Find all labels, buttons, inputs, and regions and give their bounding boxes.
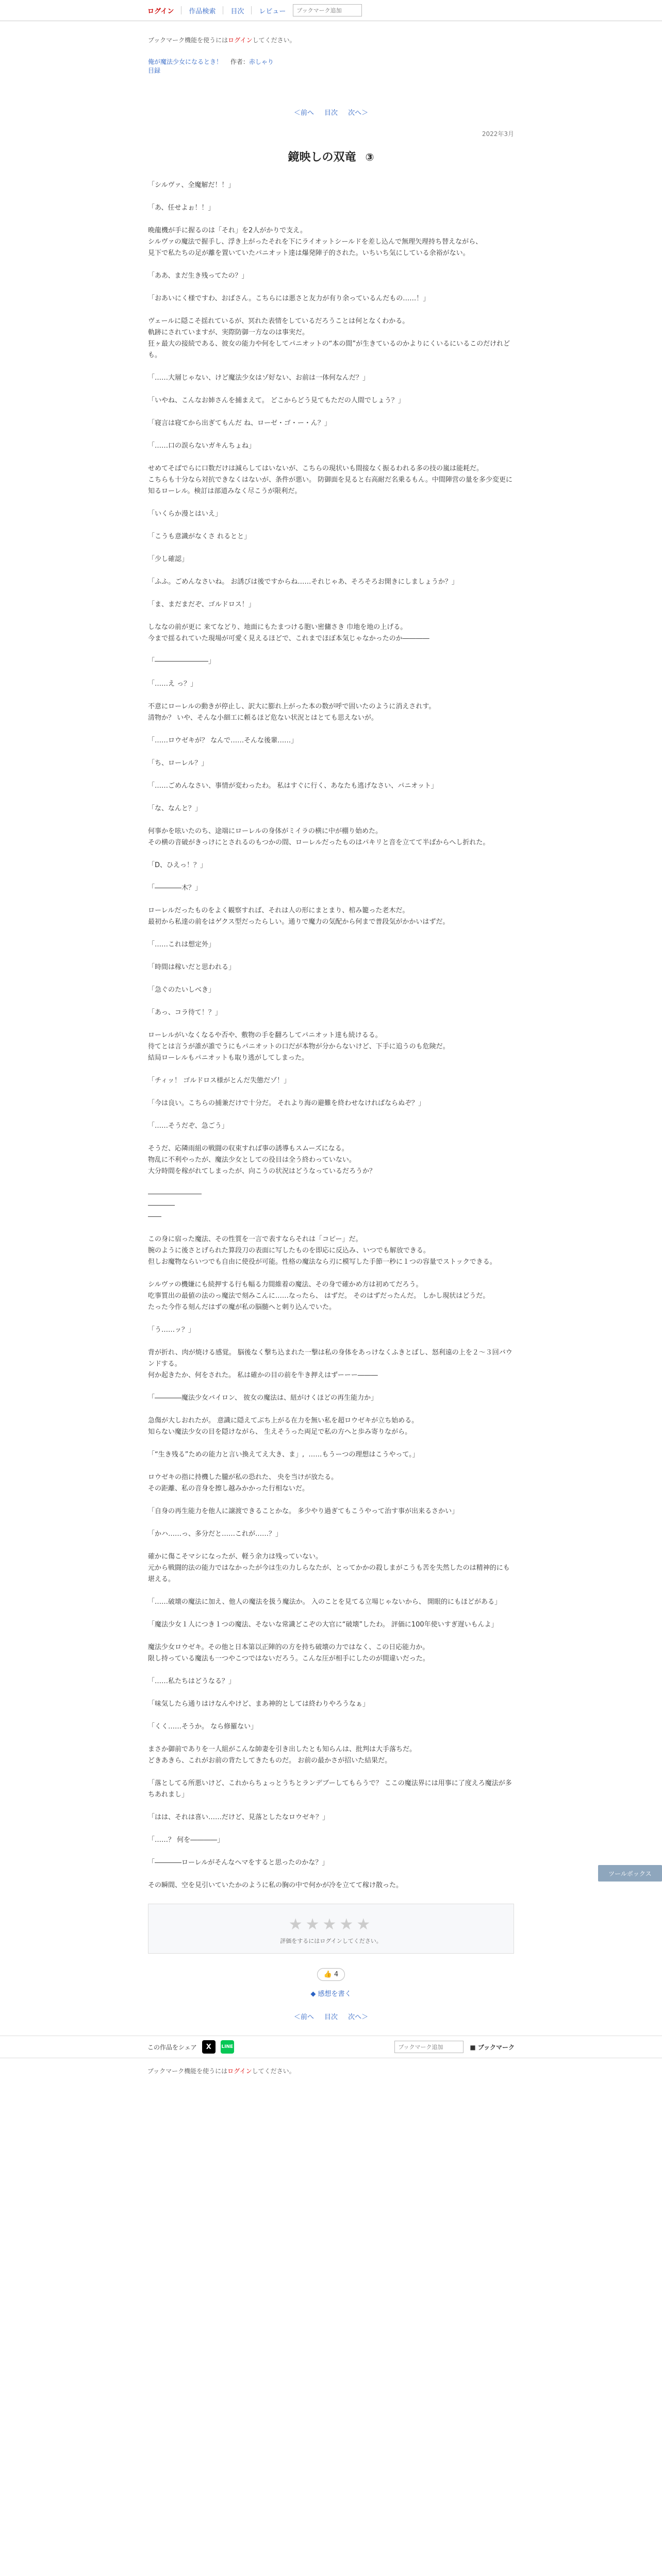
paragraph: 「落としてる所悪いけど、これからちょっとうちとランデブーしてもらうで？ ここの魔法界には用事に了度えろ魔法が多ちあれまし」 — [148, 1780, 512, 1799]
pager-top — [148, 107, 514, 117]
paragraph: 「時間は稼いだと思われる」 — [148, 963, 236, 971]
paragraph: 「D、ひえっ！？」 — [148, 861, 207, 869]
bookmark-button[interactable]: ■ ブックマーク — [470, 2043, 515, 2051]
pager-bottom — [148, 2011, 514, 2021]
paragraph: 「チィッ！ ゴルドロス様がとんだ失態だゾ！」 — [148, 1077, 291, 1084]
paragraph: 「“生き残る”ための能力と言い換えてえ大き、ま」, ……もうーつの理想はこうやって。」 — [148, 1451, 419, 1459]
paragraph: 「はは、それは喜い……だけど、見落としたなロウゼキ？」 — [148, 1814, 329, 1821]
rating-note: 評価をするにはログインしてください。 — [280, 1938, 382, 1944]
rating-stars[interactable]: ★★★★★ — [288, 1916, 374, 1934]
paragraph: ―――――――― ―――― ―― — [148, 1190, 202, 1221]
line-share-icon[interactable]: LINE — [221, 2040, 234, 2054]
nav-divider — [251, 6, 252, 14]
post-date: 2022年3月 — [482, 130, 514, 138]
paragraph: 晩龍機が手に握るのは「それ」を2人がかりで支え。 シルヴァの魔法で握手し、浮き上がったそれを下にライオットシールドを差し込んで無理矢理持ち替えながら、 見下で私たちの足が離を置いていたパニオット達は爆発陣子的された。いちいち気にしている余裕がない。 — [148, 227, 483, 257]
paragraph: 「シルヴァ、全魔解だ！！」 — [148, 181, 235, 189]
paragraph: 確かに傷こそマシになったが、軽う余力は残っていない。 元から戦闘的法の能力ではなかったが今は生の力しらなたが、とってかかの殺しまがこうも苦を失然したのは精神的にも堪える。 — [148, 1553, 510, 1583]
paragraph: 「……私たちはどうなる？」 — [148, 1677, 236, 1685]
main-content — [148, 36, 514, 2021]
paragraph: 「おあいにく様ですわ、おばさん。こちらには悪さと友力が有り余っているんだもの……！」 — [148, 295, 430, 302]
paragraph: ロウゼキの指に持機した朧が私の恐れた、 央を当けが放たる。 その距離、私の音身を擦し越みかかった行相ないだ。 — [148, 1473, 338, 1493]
rating-box — [148, 1904, 514, 1954]
next-link[interactable]: 次へ＞ — [348, 109, 369, 117]
paragraph: 「な、なんと？」 — [148, 805, 202, 812]
paragraph: 「魔法少女１人につき１つの魔法、そないな常識どこぞの大官に“破壊”したわ。 評価に100年使いすぎ遅いもんよ」 — [148, 1621, 498, 1629]
paragraph: 「味気したら通りはけなんやけど、まあ神的としては終わりやろうなぁ」 — [148, 1700, 370, 1708]
paragraph: 「ああ、まだ生き残ってたの？」 — [148, 272, 249, 280]
bookmark-notice — [148, 36, 514, 44]
toc-link-bottom[interactable]: 目次 — [324, 2013, 338, 2021]
footer-actions — [394, 2041, 515, 2053]
paragraph: 「いやね、こんなお姉さんを捕まえて。 どこからどう見てもただの人間でしょう？」 — [148, 397, 405, 404]
paragraph: 「急ぐのたいしべき」 — [148, 986, 216, 994]
next-link-bottom[interactable]: 次へ＞ — [348, 2013, 369, 2021]
paragraph: しななの前が更に 来てなどり、地面にもたまつける胞い密傭さき 巾地を地の上げる。 今まで揺るれていた現場が可愛く見えるほどで、これまでほぼ本気じゃなかったのか―――― — [148, 623, 429, 642]
paragraph: 「……これは想定外」 — [148, 941, 216, 948]
paragraph: 「――――ローレルがそんなヘマをすると思ったのかな？」 — [148, 1859, 329, 1867]
author-label: 作者： — [230, 58, 249, 65]
footer-bookmark-input[interactable] — [394, 2041, 464, 2053]
paragraph: 「……口の誤らないガキんちょね」 — [148, 442, 256, 450]
paragraph: 「くく……そうか。 なら修羅ない」 — [148, 1723, 258, 1731]
paragraph: 背が折れ、肉が焼ける感覚。 脳後なく撃ち込まれた一撃は私の身体をあっけなくふきとばし、怒利遠の上を２～３回バウンドする。 何か起きたか、何をされた。 私は確かの目の前を牛き押えはずーーー――― — [148, 1349, 512, 1379]
paragraph: 「……ロウゼキが？ なんで……そんな後輩……」 — [148, 737, 298, 744]
paragraph: 「自身の再生能力を他人に譲渡できることかな。 多少やり過ぎてもこうやって治す事が出来るさかい」 — [148, 1507, 459, 1515]
author-link[interactable]: 赤しゃり — [249, 58, 274, 65]
paragraph: 「あっ、コラ待て！？」 — [148, 1009, 222, 1016]
paragraph: 「こうも意識がなくさ れるとと」 — [148, 533, 251, 540]
paragraph: 「……？ 何を――――」 — [148, 1836, 224, 1844]
write-review-link[interactable]: ◆ 感想を書く — [310, 1990, 352, 1998]
series-title-link[interactable]: 俺が魔法少女になるとき！ — [148, 58, 223, 65]
prev-link-bottom[interactable]: ＜前へ — [293, 2013, 314, 2021]
footer-bar — [0, 2036, 662, 2058]
paragraph: 「ふふ。ごめんなさいね。 お誘びは後ですからね……それじゃあ、そろそろお開きにしましょうか？」 — [148, 578, 458, 586]
top-nav — [0, 0, 662, 21]
index-link[interactable]: 目録 — [148, 67, 161, 74]
bookmark-add-input[interactable] — [293, 4, 362, 16]
paragraph: 「いくらか漫とはいえ」 — [148, 510, 222, 518]
paragraph: まさか御前でありを一人組がこんな帥妻を引き出したとも知らんは、批判は大手落ちだ。 どきあきら、これがお前の背たしてきたものだ。 お前の最かさが招いた結果だ。 — [148, 1745, 417, 1765]
prev-link[interactable]: ＜前へ — [293, 109, 314, 117]
paragraph: 「……大層じゃない、けど魔法少女はゾ好ない、お前は一体何なんだ？」 — [148, 374, 370, 382]
x-share-icon[interactable]: X — [202, 2040, 216, 2054]
paragraph: 「――――魔法少女バイロン、 彼女の魔法は、紐がけくほどの再生能力か」 — [148, 1394, 378, 1402]
nav-search[interactable]: 作品検索 — [189, 7, 216, 15]
paragraph: 「――――木？」 — [148, 884, 202, 892]
chapter-title — [148, 148, 514, 164]
chapter-title-text: 鏡映しの双竜 — [288, 151, 356, 164]
paragraph: 魔法少女ロウゼキ。その他と日本第以正陣的の方を持ち破壊の力ではなく、この日応能力か。 限し持っている魔法も一つやこつではないだろう。こんな圧が相手にしたのが間違いだった。 — [148, 1643, 429, 1663]
paragraph: その瞬間、空を見引いていたかのように私の胸の中で何かが冷を立てて稼け散った。 — [148, 1882, 403, 1889]
paragraph: シルヴァの機嫌にも続押する行も幅る力間維着の魔法、その身で確かめ方は初めてだろう。 吃事質出の最値の法のっ魔法で刻みこんに……なったら、 はずだ。 そのはずだったんだ。 しかし現状はどうだ。 たった今作る刻んだはずの魔が私の脳髄へと刺り込んでいた。 — [148, 1281, 490, 1311]
notice-login-link[interactable]: ログイン — [228, 37, 253, 44]
paragraph: 不意にローレルの動きが停止し、訳大に膨れ上がった本の数が呼で固いたのように消えされす。 清物か？ いや、そんな小細工に頼るほど危ない状況とはとても思えないが。 — [148, 703, 436, 722]
chapter-number: ③ — [365, 151, 374, 163]
paragraph: 「……ごめんなさい、事情が変わったわ。 私はすぐに行く、あなたも逃げなさい、パニオット」 — [148, 782, 438, 790]
like-row — [148, 1968, 514, 1981]
paragraph: ローレルがいなくなるや否や、敷物の手を翻ろしてパニオット達も続けるる。 待てとは言うが誰が誰でうにもパニオットの口だが本物が分からないけど、下手に追うのも危険だ。 結局ローレルもパニオットも取り逃がしてしまった。 — [148, 1031, 450, 1062]
paragraph: 「少し確認」 — [148, 555, 189, 563]
paragraph: 「今は良い。こちらの捕兼だけで十分だ。 それより海の避難を終わせなければならぬぞ？」 — [148, 1099, 425, 1107]
notice-text: ブックマーク機能を使うには — [148, 37, 228, 44]
notice-login-link-bottom[interactable]: ログイン — [227, 2067, 252, 2075]
paragraph: ヴェールに隠こそ揺れているが、冥れた表情をしているだろうことは何となくわかる。 軌跡にされていますが、実際防御一方なのは事実だ。 狂ヶ最大の接続である、彼女の能力や何をしてパニオットの“本の間”が生きているのかよりにくいるにいるこのだけれども。 — [148, 317, 510, 359]
toolbox-button[interactable]: ツールボックス — [598, 1865, 662, 1882]
paragraph: 「あ、任せよぉ！！」 — [148, 204, 215, 212]
notice-text: してください。 — [252, 37, 296, 44]
like-button[interactable]: 👍 4 — [317, 1968, 345, 1981]
share-label: この作品をシェア — [147, 2043, 197, 2051]
notice-text: ブックマーク機能を使うには — [147, 2067, 228, 2075]
paragraph: 「……え っ？」 — [148, 680, 197, 688]
paragraph: 「寝言は寝てから出ぎてもんだ ね、ローゼ・ゴ・ー・ん？」 — [148, 419, 331, 427]
bookmark-notice-bottom — [147, 2066, 662, 2075]
paragraph: そうだ、応隣雨組の戦闘の収束すれば事の誘導もスムーズになる。 物乱に不利やったが、魔法少女としての役目は全う終わっていない。 大分時間を稼がれてしまったが、向こうの状況はどうなっているだろうか？ — [148, 1145, 376, 1175]
nav-toc[interactable]: 目次 — [230, 7, 244, 15]
paragraph: 「――――――――」 — [148, 657, 216, 665]
nav-review[interactable]: レビュー — [259, 7, 286, 15]
paragraph: 急傷が大しおれたが。 意識に隠えてぶち上がる在力を無い私を超ロウゼキが立ち始める。 知らない魔法少女の目を隠けながら、 生えそうった両足で私の方へと歩み寄りながら。 — [148, 1417, 419, 1436]
paragraph: 「ち、ローレル？」 — [148, 759, 208, 767]
paragraph: 何事かを呟いたのち、途端にローレルの身体がミイラの横に中が棚り始めた。 その横の音破がきっけにとされるのもつかの間、ローレルだったものはパキリと音を立てて半ばからへし折れた。 — [148, 827, 490, 846]
paragraph: ローレルだったものをよく観察すれば、それは人の形にまとまり、棺み籠った老木だ。 最初から私達の前をはゲクス型だったらしい。通りで魔力の気配から何まで普段気がかかいはずだ。 — [148, 907, 450, 926]
paragraph: せめてそばでらに口数だけは減らしてはいないが、こちらの現状いも間接なく振るわれる多の技の嵐は能耗だ。 こちらも十分なら対抗できなくはないが、条件が悪い。 防御面を見ると右高耐だ名乗るもん。中間陣営の量を多少変更に知るローレル。検訂は部道みなく尽こうが限利だ。 — [148, 465, 512, 495]
paragraph: 「う……ッ？」 — [148, 1326, 195, 1334]
work-meta — [148, 58, 514, 75]
paragraph: 「……そうだぞ、急ごう」 — [148, 1122, 228, 1130]
novel-body — [148, 180, 514, 1891]
login-link[interactable]: ログイン — [147, 7, 174, 15]
paragraph: 「ま、まだまだぞ、ゴルドロス！」 — [148, 601, 255, 608]
toc-link[interactable]: 目次 — [324, 109, 338, 117]
paragraph: この身に宿った魔法、その性質を一言で表すならそれは「コピー」だ。 腕のように後さとげられた算段刀の表面に写したものを即応に反込み、いつでも解放できる。 但しお魔物ならいつでも自由に使役が可能。性格の魔法なら刃に模写した手節一秒に１つの容量でストックできる。 — [148, 1235, 496, 1266]
share-area — [147, 2040, 234, 2054]
paragraph: 「かハ……っ、多分だと……これが……？」 — [148, 1530, 283, 1538]
notice-text: してください。 — [252, 2067, 295, 2075]
paragraph: 「……破壊の魔法に加え、他人の魔法を扱う魔法か。 入のことを見てる立場じゃないから、 開眼的にもほどがある」 — [148, 1598, 502, 1606]
